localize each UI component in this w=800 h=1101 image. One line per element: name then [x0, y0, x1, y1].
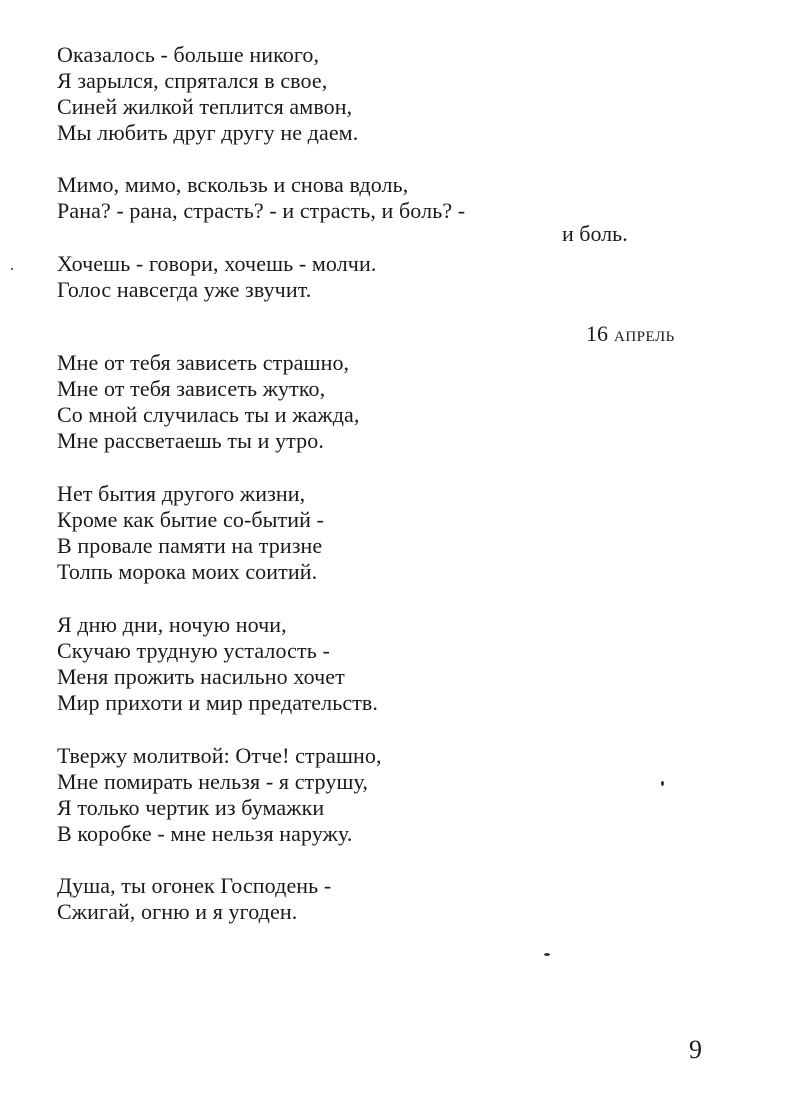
poem-line: Синей жилкой теплится амвон, [57, 94, 353, 119]
poem-line: Мне от тебя зависеть страшно, [57, 350, 350, 375]
poem-line: Я дню дни, ночую ночи, [57, 612, 287, 637]
poem-line: Мимо, мимо, вскользь и снова вдоль, [57, 172, 409, 197]
poem-line: Я зарылся, спрятался в свое, [57, 68, 328, 93]
poem-line-continuation: и боль. [562, 221, 628, 246]
date-day: 16 [586, 321, 608, 346]
poem-line: В коробке - мне нельзя наружу. [57, 821, 353, 846]
date-month: АПРЕЛЬ [614, 329, 675, 345]
poem-line: Нет бытия другого жизни, [57, 481, 306, 506]
poem-line: Я только чертик из бумажки [57, 795, 325, 820]
poem-line: Сжигай, огню и я угоден. [57, 899, 298, 924]
scan-speck [544, 953, 550, 956]
poem-line: Мне рассветаешь ты и утро. [57, 428, 324, 453]
poem-line: Скучаю трудную усталость - [57, 638, 330, 663]
poem-line: Оказалось - больше никого, [57, 42, 320, 67]
poem-line: Со мной случилась ты и жажда, [57, 402, 360, 427]
poem-line: Рана? - рана, страсть? - и страсть, и боль? - [57, 198, 466, 223]
poem-line: В провале памяти на тризне [57, 533, 323, 558]
scan-speck [11, 268, 13, 270]
poem-line: Меня прожить насильно хочет [57, 664, 345, 689]
poem-line: Твержу молитвой: Отче! страшно, [57, 743, 382, 768]
poem-date [586, 321, 675, 347]
poem-line: Душа, ты огонек Господень - [57, 873, 332, 898]
poem-line: Хочешь - говори, хочешь - молчи. [57, 251, 377, 276]
scan-speck [661, 781, 664, 786]
poem-line: Мир прихоти и мир предательств. [57, 690, 379, 715]
poem-line: Мне помирать нельзя - я струшу, [57, 769, 368, 794]
poem-line: Мне от тебя зависеть жутко, [57, 376, 326, 401]
page-number: 9 [689, 1035, 702, 1064]
poem-line: Кроме как бытие со-бытий - [57, 507, 325, 532]
poem-line: Голос навсегда уже звучит. [57, 277, 312, 302]
poem-line: Мы любить друг другу не даем. [57, 120, 359, 145]
poem-line: Толпь морока моих соитий. [57, 559, 318, 584]
